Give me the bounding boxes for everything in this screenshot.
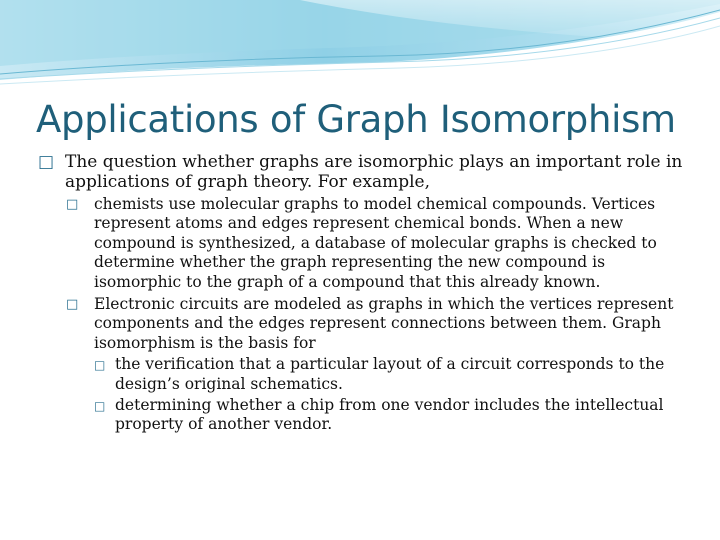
bullet-text: the verification that a particular layout of a circuit corresponds to the design’s original schematics.	[115, 355, 665, 393]
bullet-square-icon: □	[66, 197, 79, 212]
slide-content	[38, 152, 688, 435]
bullet-text: chemists use molecular graphs to model chemical compounds. Vertices represent atoms and edges represent chemical bonds. When a new compound is synthesized, a database of molecular graphs is checked to determine whether the graph representing the new compound is isomorphic to the graph of a compound that this already known.	[94, 195, 657, 291]
bullet-text: The question whether graphs are isomorphic plays an important role in applications of graph theory. For example,	[65, 152, 683, 192]
bullet-point	[38, 152, 688, 192]
bullet-point	[94, 396, 688, 435]
bullet-point	[66, 295, 688, 353]
bullet-point	[94, 355, 688, 394]
bullet-square-icon: □	[94, 399, 106, 414]
bullet-point	[66, 195, 688, 292]
bullet-text: Electronic circuits are modeled as graphs in which the vertices represent components and the edges represent connections between them. Graph isomorphism is the basis for	[94, 295, 674, 352]
bullet-square-icon: □	[66, 297, 79, 313]
bullet-text: determining whether a chip from one vendor includes the intellectual property of another vendor.	[115, 396, 664, 434]
slide-title: Applications of Graph Isomorphism	[36, 98, 676, 141]
bullet-square-icon: □	[38, 152, 55, 172]
bullet-square-icon: □	[94, 358, 106, 373]
header-wave-decoration	[0, 0, 720, 90]
